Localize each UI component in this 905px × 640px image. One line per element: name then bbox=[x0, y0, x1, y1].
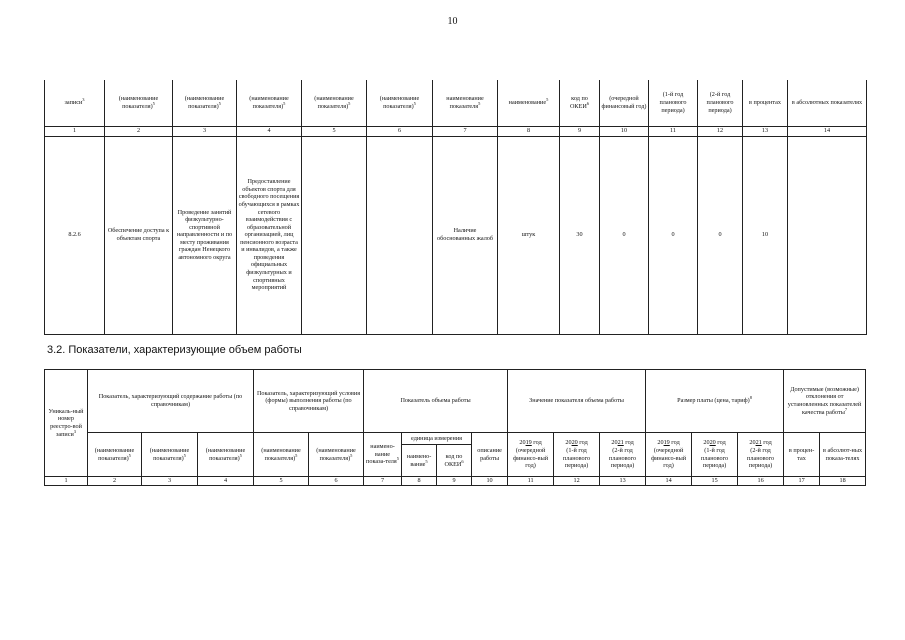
column-number: 14 bbox=[646, 477, 692, 486]
table-cell bbox=[788, 136, 867, 334]
volume-value-header: Значение показателя объема работы bbox=[508, 370, 646, 433]
table2-header-cell: наимено-вание$^5$ bbox=[402, 445, 437, 477]
table2-header-cell: (наименование показателя)$^5$ bbox=[88, 433, 142, 477]
table2-header-cell: наимено-вание показа-теля$^5$ bbox=[364, 433, 402, 477]
unit-header: единица измерения bbox=[402, 433, 472, 445]
table2-header-cell: 2020 год (1-й год планового периода) bbox=[554, 433, 600, 477]
table-cell: Проведение занятий физкультурно-спортивной направленности и по месту проживания граждан Ненецкого автономного округа bbox=[173, 136, 237, 334]
table1-header-cell: в процентах bbox=[743, 80, 788, 126]
column-number: 13 bbox=[743, 126, 788, 136]
table1-header-cell: наименование$^5$ bbox=[498, 80, 560, 126]
column-number: 10 bbox=[472, 477, 508, 486]
column-number: 13 bbox=[600, 477, 646, 486]
column-number: 7 bbox=[364, 477, 402, 486]
column-number: 6 bbox=[367, 126, 433, 136]
table1-header-cell: в абсолютных показателях bbox=[788, 80, 867, 126]
table2-header-cell: 2020 год (1-й год планового периода) bbox=[692, 433, 738, 477]
column-number: 11 bbox=[508, 477, 554, 486]
table1-header-cell: (наименование показателя)$^5$ bbox=[105, 80, 173, 126]
table2-header-cell: описание работы bbox=[472, 433, 508, 477]
conditions-indicator-header: Показатель, характеризующий условия (формы) выполнения работы (по справочникам) bbox=[254, 370, 364, 433]
table2-header-cell: (наименование показателя)$^5$ bbox=[142, 433, 198, 477]
table2-header-cell: (наименование показателя)$^5$ bbox=[198, 433, 254, 477]
volume-indicators-table bbox=[44, 369, 866, 486]
content-indicator-header: Показатель, характеризующий содержание работы (по справочникам) bbox=[88, 370, 254, 433]
table2-header-cell: код по ОКЕИ$^6$ bbox=[437, 445, 472, 477]
deviation-header: Допустимые (возможные) отклонения от установленных показателей качества работы$^7$ bbox=[784, 370, 866, 433]
table2-header-cell: в абсолют-ных показа-телях bbox=[820, 433, 866, 477]
column-number: 5 bbox=[302, 126, 367, 136]
table1-header-cell: наименование показателя$^5$ bbox=[433, 80, 498, 126]
table2-header-cell: (наименование показателя)$^5$ bbox=[254, 433, 309, 477]
column-number: 17 bbox=[784, 477, 820, 486]
table2-header-row-1 bbox=[45, 370, 866, 433]
table1-header-cell: (наименование показателя)$^5$ bbox=[173, 80, 237, 126]
column-number: 3 bbox=[173, 126, 237, 136]
column-number: 8 bbox=[498, 126, 560, 136]
column-number: 8 bbox=[402, 477, 437, 486]
table-cell bbox=[367, 136, 433, 334]
table2-header-cell: 2019 год (очередной финансо-вый год) bbox=[508, 433, 554, 477]
column-number: 2 bbox=[105, 126, 173, 136]
table2-header-cell: в процен-тах bbox=[784, 433, 820, 477]
column-number: 6 bbox=[309, 477, 364, 486]
table-cell: Наличие обоснованных жалоб bbox=[433, 136, 498, 334]
table1-header-cell: (наименование показателя)$^5$ bbox=[237, 80, 302, 126]
column-number: 12 bbox=[698, 126, 743, 136]
table1-header-cell: (наименование показателя)$^5$ bbox=[302, 80, 367, 126]
column-number: 2 bbox=[88, 477, 142, 486]
column-number: 1 bbox=[45, 126, 105, 136]
column-number: 14 bbox=[788, 126, 867, 136]
table-cell: Обеспечение доступа к объектам спорта bbox=[105, 136, 173, 334]
table-cell bbox=[302, 136, 367, 334]
table1-header-cell: записи$^3$ bbox=[45, 80, 105, 126]
table2-header-cell: (наименование показателя)$^5$ bbox=[309, 433, 364, 477]
table1-header-cell: (1-й год планового периода) bbox=[649, 80, 698, 126]
table-cell: штук bbox=[498, 136, 560, 334]
table-cell: Предоставление объектов спорта для свободного посещения обучающихся в рамках сетевого взаимодействия с образовательной организацией, лиц пенсионного возраста и инвалидов, а также проведения официальных физкультурных и спортивных мероприятий bbox=[237, 136, 302, 334]
volume-indicator-header: Показатель объема работы bbox=[364, 370, 508, 433]
column-number: 9 bbox=[560, 126, 600, 136]
table-row bbox=[45, 136, 867, 334]
table-cell: 0 bbox=[649, 136, 698, 334]
column-number: 1 bbox=[45, 477, 88, 486]
table1-header-cell: код по ОКЕИ$^6$ bbox=[560, 80, 600, 126]
table1-header-cell: (наименование показателя)$^5$ bbox=[367, 80, 433, 126]
table1-header-cell: (2-й год планового периода) bbox=[698, 80, 743, 126]
table-cell: 0 bbox=[698, 136, 743, 334]
quality-indicators-table bbox=[44, 80, 867, 335]
table2-header-cell: 2021 год (2-й год планового периода) bbox=[600, 433, 646, 477]
column-number: 4 bbox=[237, 126, 302, 136]
column-number: 7 bbox=[433, 126, 498, 136]
column-number: 11 bbox=[649, 126, 698, 136]
column-number: 4 bbox=[198, 477, 254, 486]
table1-number-row bbox=[45, 126, 867, 136]
table2-number-row bbox=[45, 477, 866, 486]
table-cell: 10 bbox=[743, 136, 788, 334]
record-number: 8.2.6 bbox=[45, 136, 105, 334]
unique-number-header: Уникаль-ный номер реестро-вой записи$^3$ bbox=[45, 370, 88, 477]
column-number: 3 bbox=[142, 477, 198, 486]
table2-header-row-2 bbox=[45, 433, 866, 445]
table2-header-cell: 2021 год (2-й год планового периода) bbox=[738, 433, 784, 477]
table1-header-row bbox=[45, 80, 867, 126]
column-number: 18 bbox=[820, 477, 866, 486]
column-number: 16 bbox=[738, 477, 784, 486]
column-number: 12 bbox=[554, 477, 600, 486]
column-number: 9 bbox=[437, 477, 472, 486]
table2-header-cell: 2019 год (очередной финансо-вый год) bbox=[646, 433, 692, 477]
table-cell: 30 bbox=[560, 136, 600, 334]
table-cell: 0 bbox=[600, 136, 649, 334]
column-number: 10 bbox=[600, 126, 649, 136]
section-title: 3.2. Показатели, характеризующие объем работы bbox=[47, 344, 302, 356]
page-number: 10 bbox=[447, 16, 458, 27]
column-number: 5 bbox=[254, 477, 309, 486]
fee-size-header: Размер платы (цена, тариф)$^8$ bbox=[646, 370, 784, 433]
table1-header-cell: (очередной финансовый год) bbox=[600, 80, 649, 126]
column-number: 15 bbox=[692, 477, 738, 486]
